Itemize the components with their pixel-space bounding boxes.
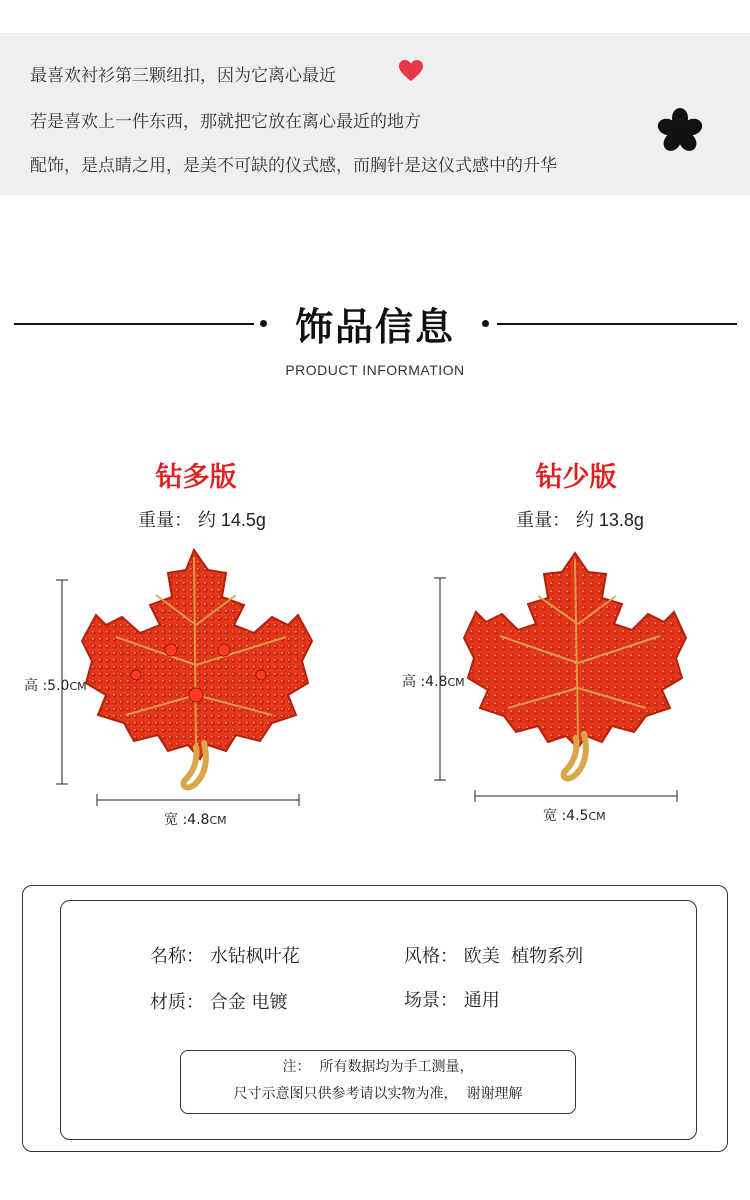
intro-line-3: 配饰，是点睛之用，是美不可缺的仪式感，而胸针是这仪式感中的升华	[30, 156, 557, 176]
weight-value: 约 13.8g	[575, 510, 644, 530]
width-measurement: 宽 :4.8CM	[164, 812, 227, 828]
scene-label: 场景：	[404, 990, 458, 1011]
height-measurement: 高 :4.8CM	[402, 674, 465, 690]
weight-label: 重量：	[516, 510, 571, 531]
section-subtitle: PRODUCT INFORMATION	[285, 362, 465, 378]
info-name	[150, 942, 300, 968]
info-scene	[404, 986, 500, 1012]
weight-label: 重量：	[138, 510, 193, 531]
variant-weight-more-diamonds	[72, 506, 332, 532]
width-dimension-line	[473, 789, 679, 803]
variant-title-more-diamonds: 钻多版	[155, 462, 237, 493]
section-title: 饰品信息	[294, 305, 455, 349]
style-label: 风格：	[404, 946, 458, 967]
maple-leaf-brooch-image	[76, 545, 320, 795]
width-dimension-line	[95, 793, 301, 807]
maple-leaf-brooch-image	[460, 548, 690, 788]
style-value: 欧美 植物系列	[463, 946, 584, 967]
height-measurement: 高 :5.0CM	[24, 678, 87, 694]
material-value: 合金 电镀	[209, 992, 288, 1013]
scene-value: 通用	[463, 990, 500, 1011]
width-measurement: 宽 :4.5CM	[543, 808, 606, 824]
intro-banner	[0, 33, 750, 195]
weight-value: 约 14.5g	[197, 510, 266, 530]
intro-line-1: 最喜欢衬衫第三颗纽扣，因为它离心最近	[30, 66, 336, 86]
name-value: 水钻枫叶花	[209, 946, 300, 967]
title-dot-right	[482, 320, 489, 327]
note-line-1: 注： 所有数据均为手工测量，	[282, 1059, 474, 1075]
material-label: 材质：	[150, 992, 204, 1013]
flower-icon	[656, 107, 704, 153]
intro-line-2: 若是喜欢上一件东西，那就把它放在离心最近的地方	[30, 112, 421, 132]
info-style	[404, 942, 583, 968]
heart-icon	[398, 59, 424, 83]
variant-weight-fewer-diamonds	[450, 506, 710, 532]
note-line-2: 尺寸示意图只供参考请以实物为准， 谢谢理解	[233, 1086, 523, 1102]
name-label: 名称：	[150, 946, 204, 967]
variant-title-fewer-diamonds: 钻少版	[535, 462, 617, 493]
title-divider-right	[497, 323, 737, 325]
info-material	[150, 988, 287, 1014]
